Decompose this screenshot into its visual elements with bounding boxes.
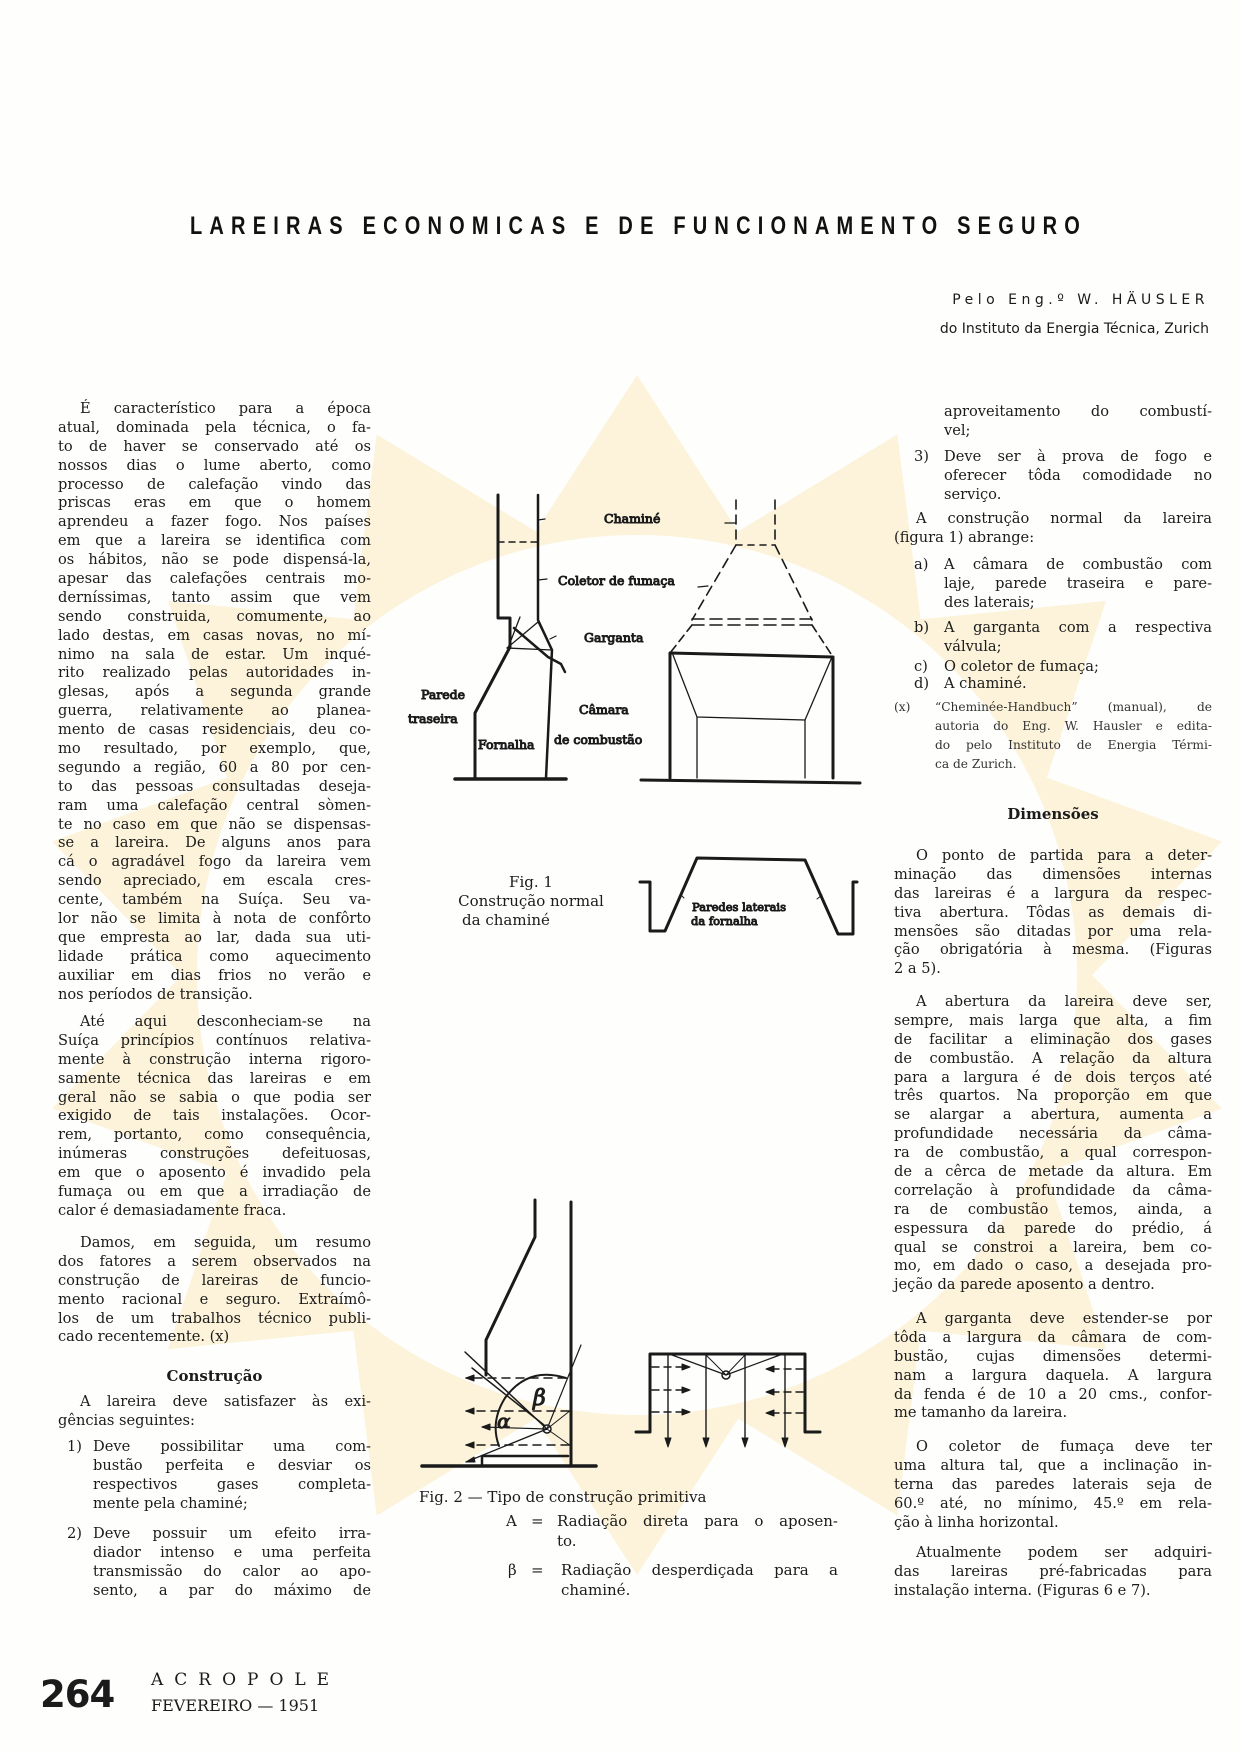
text-line: sento, a par do máximo de: [93, 1581, 371, 1599]
list-label: 3): [914, 448, 929, 465]
figure-2-key-b-text: chaminé.: [561, 1581, 631, 1599]
list-label: 1): [67, 1438, 82, 1455]
text-line: das lareiras pré-fabricadas para: [894, 1562, 1212, 1580]
text-line: (figura 1) abrange:: [894, 528, 1035, 546]
text-line: jeção da parede aposento a dentro.: [894, 1276, 1155, 1294]
text-line: mento racional e seguro. Extraímô-: [58, 1290, 371, 1308]
text-line: los de um trabalhos técnico publi-: [58, 1309, 371, 1327]
text-line: sempre, mais larga que alta, a fim: [894, 1011, 1212, 1029]
text-line: espessura da parede do prédio, á: [894, 1219, 1212, 1237]
text-line: ção obrigatória à mesma. (Figuras: [894, 941, 1212, 959]
text-line: derníssimas, tanto assim que vem: [58, 588, 371, 606]
list-item: [944, 619, 1212, 657]
text-line: lor não se limita à nota de confôrto: [58, 910, 371, 928]
text-line: A construção normal da lareira: [916, 510, 1212, 527]
list-item: [93, 1438, 371, 1514]
text-line: se a lareira. De alguns anos para: [58, 834, 371, 852]
text-line: três quartos. Na proporção em que: [894, 1087, 1212, 1105]
text-line: auxiliar em dias frios no verão e: [58, 966, 371, 984]
text-line: dos fatores a serem observados na: [58, 1252, 371, 1270]
text-line: rem, portanto, como consequência,: [58, 1126, 371, 1144]
paragraph: [58, 1013, 371, 1221]
text-line: serviço.: [944, 485, 1002, 503]
text-line: inúmeras construções defeituosas,: [58, 1145, 371, 1163]
text-line: Deve possuir um efeito irra-: [93, 1525, 371, 1542]
text-line: mo resultado, por exemplo, que,: [58, 740, 371, 758]
text-line: minação das dimensões internas: [894, 865, 1212, 883]
text-line: A abertura da lareira deve ser,: [916, 993, 1212, 1010]
text-line: sendo apreciado, em escala cres-: [58, 872, 371, 890]
text-line: terna das paredes laterais seja de: [894, 1475, 1212, 1493]
list-label: a): [914, 556, 929, 573]
text-line: aproveitamento do combustí-: [944, 403, 1212, 420]
text-line: diador intenso e uma perfeita: [93, 1543, 371, 1561]
text-line: Até aqui desconheciam-se na: [80, 1013, 371, 1030]
section-heading-dimensoes: Dimensões: [1007, 805, 1099, 823]
text-line: ca de Zurich.: [935, 756, 1017, 771]
text-line: 60.º até, no mínimo, 45.º em rela-: [894, 1494, 1212, 1512]
label-smoke-collector: Coletor de fumaça: [558, 573, 675, 588]
text-line: A garganta deve estender-se por: [916, 1310, 1212, 1327]
figure-1-number: Fig. 1: [509, 873, 553, 891]
figure-2-caption-title: Fig. 2 — Tipo de construção primitiva: [419, 1488, 707, 1506]
text-line: nossos dias o lume aberto, como: [58, 456, 371, 474]
figure-2-equals: =: [531, 1512, 544, 1530]
text-line: calor é demasiadamente fraca.: [58, 1201, 287, 1219]
paragraph: [58, 400, 371, 1005]
text-line: A chaminé.: [944, 675, 1027, 692]
text-line: apesar das calefações centrais mo-: [58, 570, 371, 588]
text-line: Deve ser à prova de fogo e: [944, 448, 1212, 465]
text-line: respectivos gases completa-: [93, 1475, 371, 1493]
text-line: da fenda é de 10 a 20 cms., confor-: [894, 1385, 1212, 1403]
text-line: ra de combustão temos, ainda, a: [894, 1200, 1212, 1218]
magazine-name: ACROPOLE: [151, 1670, 341, 1690]
author-affiliation: do Instituto da Energia Técnica, Zurich: [939, 321, 1209, 337]
text-line: rito realizado pelas autoridades in-: [58, 664, 371, 682]
label-back-wall: Parede: [421, 687, 466, 702]
text-line: uma altura tal, que a inclinação in-: [894, 1456, 1212, 1474]
text-line: autoria do Eng. W. Hausler e edita-: [935, 718, 1212, 733]
text-line: que empresta ao lar, dada sua uti-: [58, 928, 371, 946]
text-line: qual se constroi a lareira, bem co-: [894, 1238, 1212, 1256]
text-line: A garganta com a respectiva: [944, 619, 1212, 636]
text-line: em que a lareira se identifica com: [58, 532, 371, 550]
list-item: [944, 556, 1212, 613]
list-label: d): [914, 675, 930, 692]
figure-1-front-view: [641, 500, 860, 783]
footnote: [935, 698, 1212, 774]
text-line: ra de combustão, a qual correspon-: [894, 1144, 1212, 1162]
label-back-wall: traseira: [408, 711, 458, 726]
figure-1-caption: da chaminé: [462, 911, 550, 929]
text-line: Damos, em seguida, um resumo: [80, 1234, 371, 1251]
text-line: para a largura é de dois terços até: [894, 1068, 1212, 1086]
label-chamber: de combustão: [554, 732, 643, 747]
paragraph: [894, 847, 1212, 979]
text-line: tôda a largura da câmara de com-: [894, 1328, 1212, 1346]
text-line: geral não se sabia o que podia ser: [58, 1088, 371, 1106]
text-line: Atualmente podem ser adquiri-: [916, 1544, 1212, 1561]
list-label: b): [914, 619, 930, 636]
label-chamber: Câmara: [579, 702, 629, 717]
text-line: “Cheminée-Handbuch” (manual), de: [935, 700, 1212, 714]
text-line: glesas, após a segunda grande: [58, 683, 371, 701]
text-line: 2 a 5).: [894, 960, 941, 978]
text-line: cá o agradável fogo da lareira vem: [58, 853, 371, 871]
paragraph: [58, 1234, 371, 1347]
text-line: nam a largura daquela. A largura: [894, 1366, 1212, 1384]
paragraph: [894, 1438, 1212, 1532]
text-line: É característico para a época: [80, 400, 371, 417]
text-line: construção de lareiras de funcio-: [58, 1271, 371, 1289]
text-line: des laterais;: [944, 593, 1035, 611]
text-line: atual, dominada pela técnica, o fa-: [58, 418, 371, 436]
text-line: nimo na sala de estar. Um inqué-: [58, 645, 371, 663]
text-line: mente pela chaminé;: [93, 1494, 248, 1512]
label-alpha: α: [497, 1409, 511, 1433]
text-line: segundo a região, 60 a 80 por cen-: [58, 758, 371, 776]
paragraph: [894, 993, 1212, 1295]
text-line: O ponto de partida para a deter-: [916, 847, 1212, 864]
text-line: instalação interna. (Figuras 6 e 7).: [894, 1581, 1151, 1599]
text-line: laje, parede traseira e pare-: [944, 574, 1212, 592]
article-title: LAREIRAS ECONOMICAS E DE FUNCIONAMENTO SEGURO: [190, 212, 1087, 240]
text-line: profundidade necessária da câma-: [894, 1125, 1212, 1143]
text-line: tiva abertura. Tôdas as demais di-: [894, 903, 1212, 921]
list-item-continuation: [944, 403, 1212, 441]
author-name: Pelo Eng.º W. HÄUSLER: [952, 292, 1209, 308]
section-heading-construcao: Construção: [166, 1367, 263, 1385]
text-line: válvula;: [944, 637, 1002, 655]
list-item: [944, 675, 1212, 694]
text-line: de combustão. A relação da altura: [894, 1049, 1212, 1067]
text-line: lidade prática como aquecimento: [58, 947, 371, 965]
text-line: de facilitar a eliminação dos gases: [894, 1030, 1212, 1048]
text-line: correlação à profundidade da câma-: [894, 1181, 1212, 1199]
text-line: do pelo Instituto de Energia Térmi-: [935, 737, 1212, 752]
text-line: Deve possibilitar uma com-: [93, 1438, 371, 1455]
text-line: O coletor de fumaça deve ter: [916, 1438, 1212, 1455]
text-line: se alargar a abertura, aumenta a: [894, 1106, 1212, 1124]
list-label: c): [914, 658, 928, 675]
text-line: ram uma calefação central sòmen-: [58, 796, 371, 814]
text-line: das lareiras é a largura da respec-: [894, 884, 1212, 902]
text-line: bustão, cujas dimensões determi-: [894, 1347, 1212, 1365]
text-line: lado destas, em casas novas, no mí-: [58, 626, 371, 644]
text-line: Suíça princípios contínuos relativa-: [58, 1031, 371, 1049]
text-line: de a cêrca de metade da altura. Em: [894, 1163, 1212, 1181]
text-line: mente à construção interna rigoro-: [58, 1050, 371, 1068]
text-line: sendo construida, comumente, ao: [58, 607, 371, 625]
paragraph: [894, 510, 1212, 548]
text-line: A lareira deve satisfazer às exi-: [80, 1393, 371, 1410]
text-line: to das pessoas consultadas deseja-: [58, 777, 371, 795]
text-line: oferecer tôda comodidade no: [944, 466, 1212, 484]
list-label: 2): [67, 1525, 82, 1542]
text-line: nos períodos de transição.: [58, 985, 253, 1003]
label-furnace: Fornalha: [478, 737, 535, 752]
paragraph: [58, 1393, 371, 1431]
text-line: transmissão do calor ao apo-: [93, 1562, 371, 1580]
page-number: 264: [40, 1673, 115, 1716]
label-chimney: Chaminé: [604, 511, 661, 526]
text-line: os hábitos, não se pode dispensá-la,: [58, 551, 371, 569]
text-line: samente técnica das lareiras e em: [58, 1069, 371, 1087]
text-line: me tamanho da lareira.: [894, 1404, 1068, 1422]
text-line: processo de calefação vindo das: [58, 475, 371, 493]
figure-2-plan-view: [636, 1354, 820, 1447]
text-line: mento de casas residenciais, deu co-: [58, 721, 371, 739]
text-line: O coletor de fumaça;: [944, 658, 1099, 675]
text-line: cado recentemente. (x): [58, 1328, 230, 1346]
text-line: mo, em dado o caso, a desejada pro-: [894, 1257, 1212, 1275]
text-line: bustão perfeita e desviar os: [93, 1456, 371, 1474]
text-line: fumaça ou em que a irradiação de: [58, 1183, 371, 1201]
figure-2-key-a: A: [506, 1512, 517, 1530]
label-throat: Garganta: [584, 630, 644, 645]
text-line: guerra, relativamente ao planea-: [58, 702, 371, 720]
figure-2-key-b: β: [508, 1561, 517, 1579]
text-line: em que o aposento é invadido pela: [58, 1164, 371, 1182]
label-side-walls: Paredes laterais: [692, 900, 786, 914]
figure-1-caption: Construção normal: [458, 892, 604, 910]
text-line: vel;: [944, 421, 971, 439]
text-line: mensões são ditadas por uma rela-: [894, 922, 1212, 940]
text-line: gências seguintes:: [58, 1411, 195, 1429]
text-line: A câmara de combustão com: [944, 556, 1212, 573]
text-line: to de haver se conservado até os: [58, 437, 371, 455]
list-item: [93, 1525, 371, 1601]
footnote-label: (x): [894, 700, 911, 714]
figure-2-equals: =: [531, 1561, 544, 1579]
text-line: priscas eras em que o homem: [58, 494, 371, 512]
text-line: cente, também na Suíça. Seu va-: [58, 891, 371, 909]
issue-date: FEVEREIRO — 1951: [151, 1696, 320, 1715]
text-line: ção à linha horizontal.: [894, 1513, 1059, 1531]
label-side-walls: da fornalha: [691, 914, 758, 928]
text-line: exigido de tais instalações. Ocor-: [58, 1107, 371, 1125]
paragraph: [894, 1310, 1212, 1423]
figure-2-key-b-text: Radiação desperdiçada para a: [561, 1561, 838, 1579]
list-item: [944, 448, 1212, 505]
label-beta: β: [533, 1386, 546, 1411]
text-line: aprendeu a fazer fogo. Nos países: [58, 513, 371, 531]
paragraph: [894, 1544, 1212, 1601]
figure-2-key-a-text: to.: [557, 1532, 577, 1550]
text-line: te no caso em que não se dispensas-: [58, 815, 371, 833]
figure-2-key-a-text: Radiação direta para o aposen-: [557, 1512, 838, 1530]
